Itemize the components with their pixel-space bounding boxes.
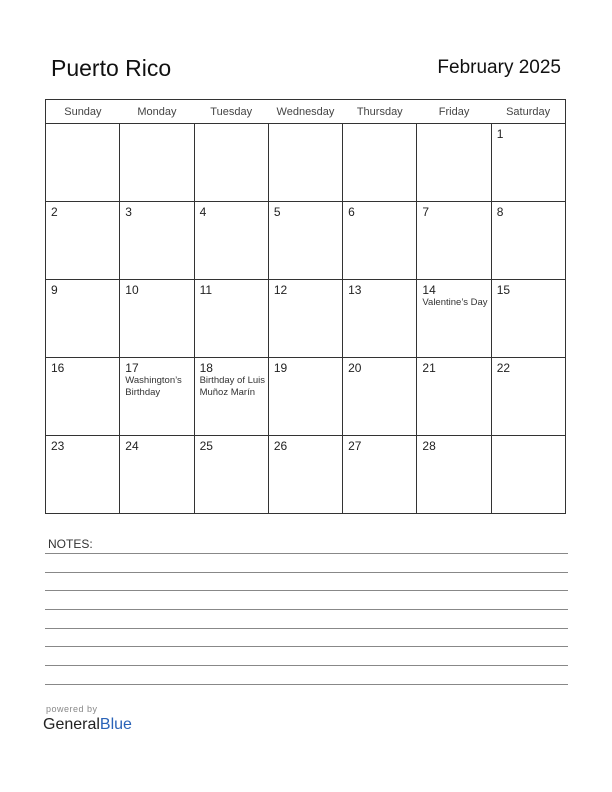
calendar-day-cell [343, 358, 417, 436]
calendar-week-row [46, 436, 566, 514]
holiday-label: Valentine’s Day [422, 297, 488, 308]
day-number: 14 [422, 283, 436, 297]
weekday-saturday: Saturday [491, 100, 565, 124]
day-number: 3 [125, 205, 132, 219]
calendar-day-cell [194, 280, 268, 358]
day-number: 21 [422, 361, 436, 375]
day-number: 13 [348, 283, 362, 297]
calendar-day-cell [46, 202, 120, 280]
calendar-day-cell [417, 124, 491, 202]
calendar-day-cell [491, 358, 565, 436]
day-number: 22 [496, 361, 511, 375]
calendar-week-row [46, 358, 566, 436]
holiday-label: Birthday of Luis Muñoz Marín [199, 375, 266, 398]
day-number: 18 [199, 361, 213, 375]
brand-blue: Blue [99, 716, 132, 733]
calendar-day-cell [417, 436, 491, 514]
calendar-day-cell [268, 124, 342, 202]
day-number: 26 [273, 439, 288, 453]
day-number: 2 [51, 205, 58, 219]
day-number: 5 [273, 205, 281, 219]
calendar-day-cell [491, 124, 565, 202]
day-number: 20 [348, 361, 362, 375]
calendar-day-cell [417, 358, 491, 436]
calendar-day-cell [491, 280, 565, 358]
powered-by-text: powered by [46, 704, 98, 714]
calendar-week-row [46, 280, 566, 358]
day-number: 1 [496, 127, 504, 141]
day-number: 25 [199, 439, 213, 453]
notes-label: NOTES: [48, 537, 93, 551]
day-number: 4 [199, 205, 207, 219]
day-number: 9 [51, 283, 58, 297]
note-line [45, 572, 568, 573]
calendar-day-cell [343, 436, 417, 514]
calendar-day-cell [46, 358, 120, 436]
note-line [45, 553, 568, 554]
calendar-day-cell [194, 436, 268, 514]
day-number: 24 [125, 439, 139, 453]
calendar-day-cell [194, 358, 268, 436]
weekday-monday: Monday [120, 100, 194, 124]
weekday-thursday: Thursday [343, 100, 417, 124]
calendar-day-cell [46, 436, 120, 514]
calendar-day-cell [268, 202, 342, 280]
day-number: 27 [348, 439, 362, 453]
calendar-week-row [46, 124, 566, 202]
calendar-day-cell [343, 280, 417, 358]
day-number: 23 [51, 439, 65, 453]
day-number: 28 [422, 439, 436, 453]
calendar-day-cell [343, 124, 417, 202]
brand-general: General [43, 716, 100, 733]
weekday-wednesday: Wednesday [268, 100, 342, 124]
weekday-tuesday: Tuesday [194, 100, 268, 124]
brand-logo[interactable] [43, 716, 132, 734]
calendar-country-title: Puerto Rico [51, 55, 172, 81]
calendar-week-row [46, 202, 566, 280]
calendar-day-cell [120, 436, 194, 514]
calendar-day-cell [417, 202, 491, 280]
calendar-day-cell [120, 202, 194, 280]
note-line [45, 646, 568, 647]
calendar-day-cell [417, 280, 491, 358]
calendar-day-cell [194, 124, 268, 202]
day-number: 11 [199, 283, 213, 297]
weekday-friday: Friday [417, 100, 491, 124]
calendar-grid [45, 99, 566, 514]
day-number: 7 [422, 205, 430, 219]
holiday-label: Washington’s Birthday [125, 375, 182, 398]
calendar-day-cell [46, 124, 120, 202]
weekday-header-row [46, 100, 566, 124]
note-line [45, 609, 568, 610]
calendar-day-cell [268, 280, 342, 358]
calendar-day-cell [120, 280, 194, 358]
note-line [45, 665, 568, 666]
day-number: 19 [273, 361, 288, 375]
note-line [45, 628, 568, 629]
day-number: 16 [51, 361, 65, 375]
day-number: 12 [273, 283, 288, 297]
calendar-day-cell [46, 280, 120, 358]
day-number: 10 [125, 283, 139, 297]
calendar-month-title: February 2025 [437, 57, 561, 78]
calendar-day-cell [491, 202, 565, 280]
weekday-sunday: Sunday [46, 100, 120, 124]
note-line [45, 684, 568, 685]
calendar-day-cell [194, 202, 268, 280]
day-number: 17 [125, 361, 139, 375]
calendar-day-cell [268, 358, 342, 436]
day-number: 6 [348, 205, 355, 219]
day-number: 8 [496, 205, 504, 219]
note-line [45, 590, 568, 591]
calendar-day-cell [343, 202, 417, 280]
calendar-day-cell [120, 358, 194, 436]
calendar-day-cell [491, 436, 565, 514]
day-number: 15 [496, 283, 511, 297]
calendar-day-cell [120, 124, 194, 202]
calendar-day-cell [268, 436, 342, 514]
